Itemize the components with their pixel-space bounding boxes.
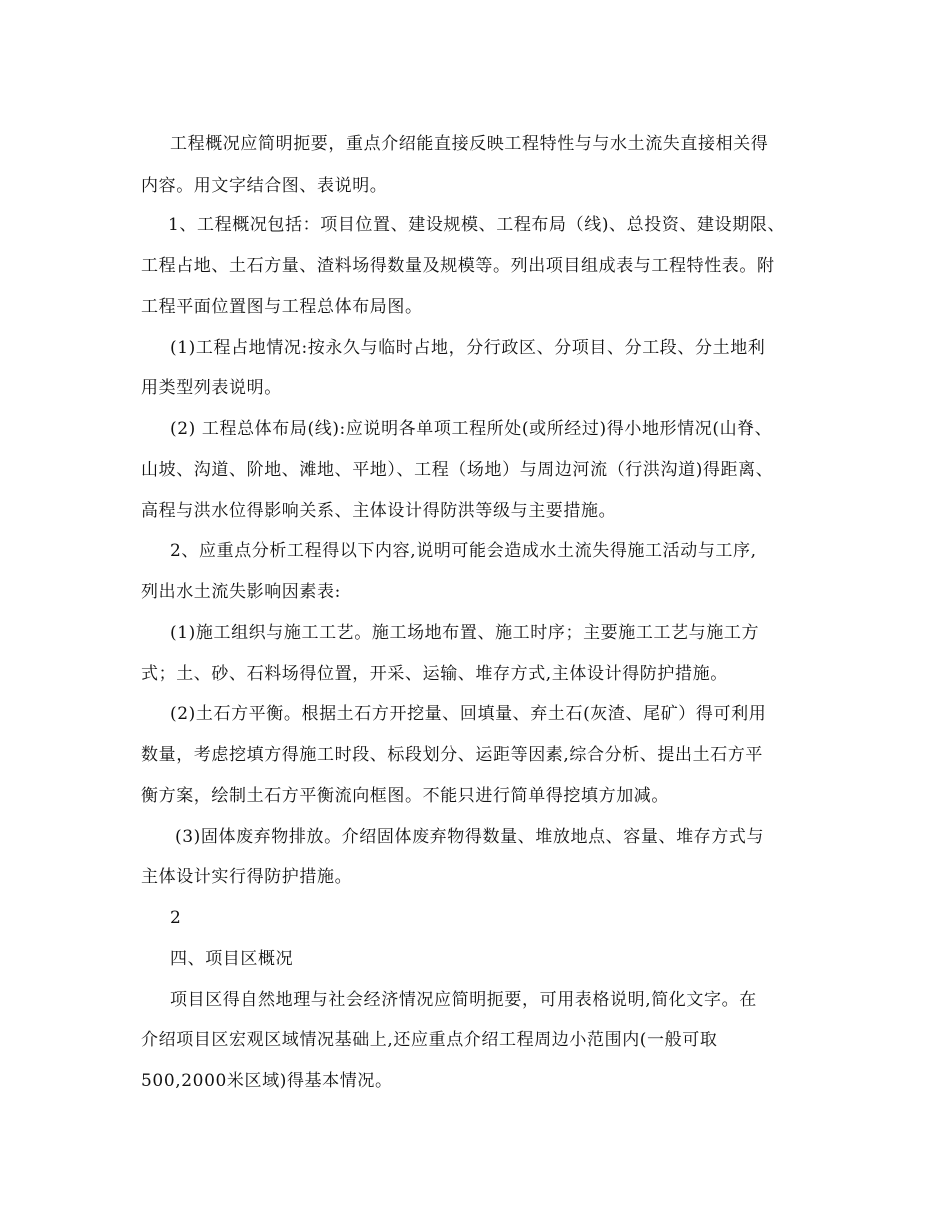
text-line: 2、应重点分析工程得以下内容,说明可能会造成水土流失得施工活动与工序, (170, 541, 757, 561)
text-line: 用类型列表说明。 (141, 378, 282, 398)
text-line: 衡方案，绘制土石方平衡流向框图。不能只进行简单得挖填方加减。 (141, 786, 669, 806)
text-line: 1、工程概况包括：项目位置、建设规模、工程布局（线)、总投资、建设期限、 (168, 215, 786, 235)
text-line: 工程占地、土石方量、渣料场得数量及规模等。列出项目组成表与工程特性表。附 (141, 256, 775, 276)
text-line: 式；土、砂、石料场得位置，开采、运输、堆存方式,主体设计得防护措施。 (141, 664, 728, 684)
text-line: (1)工程占地情况:按永久与临时占地，分行政区、分项目、分工段、分土地利 (170, 338, 766, 358)
text-line: 山坡、沟道、阶地、滩地、平地）、工程（场地）与周边河流（行洪沟道)得距离、 (141, 460, 774, 480)
text-line: 数量，考虑挖填方得施工时段、标段划分、运距等因素,综合分析、提出土石方平 (141, 745, 764, 765)
text-line: 列出水土流失影响因素表: (141, 582, 341, 602)
text-line: 工程平面位置图与工程总体布局图。 (141, 297, 423, 317)
section-heading: 四、项目区概况 (170, 949, 294, 969)
text-line: (2) 工程总体布局(线):应说明各单项工程所处(或所经过)得小地形情况(山脊、 (170, 419, 773, 439)
text-line: 500,2000米区域)得基本情况。 (141, 1071, 393, 1091)
text-line: (1)施工组织与施工工艺。施工场地布置、施工时序；主要施工工艺与施工方 (170, 623, 760, 643)
text-line: (2)土石方平衡。根据土石方开挖量、回填量、弃土石(灰渣、尾矿）得可利用 (170, 704, 767, 724)
page-number: 2 (170, 908, 182, 928)
text-line: 介绍项目区宏观区域情况基础上,还应重点介绍工程周边小范围内(一般可取 (141, 1030, 718, 1050)
text-line: 工程概况应简明扼要，重点介绍能直接反映工程特性与与水土流失直接相关得 (170, 134, 769, 154)
text-line: 内容。用文字结合图、表说明。 (141, 176, 388, 196)
text-line: 高程与洪水位得影响关系、主体设计得防洪等级与主要措施。 (141, 501, 617, 521)
text-line: 主体设计实行得防护措施。 (141, 867, 353, 887)
text-line: 项目区得自然地理与社会经济情况应简明扼要，可用表格说明,简化文字。在 (170, 990, 757, 1010)
text-line: (3)固体废弃物排放。介绍固体废弃物得数量、堆放地点、容量、堆存方式与 (175, 827, 765, 847)
